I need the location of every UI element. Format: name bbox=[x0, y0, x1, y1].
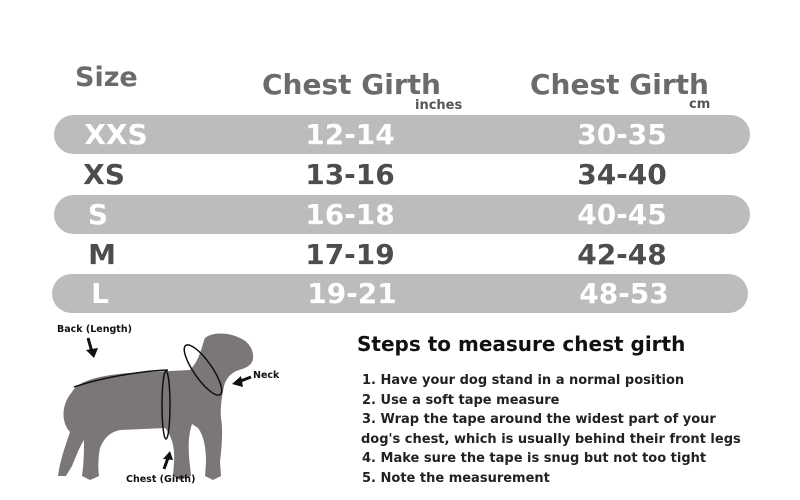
steps-title: Steps to measure chest girth bbox=[357, 332, 686, 356]
chest-girth-label: Chest (Girth) bbox=[126, 474, 196, 485]
size-cell: XXS bbox=[84, 118, 148, 151]
cm-cell: 34-40 bbox=[577, 158, 667, 191]
cm-unit-label: cm bbox=[689, 97, 711, 112]
size-cell: S bbox=[87, 198, 109, 231]
size-cell: XS bbox=[83, 158, 125, 191]
back-arrow-icon bbox=[86, 338, 98, 358]
inches-cell: 12-14 bbox=[305, 118, 395, 151]
step-item: 1. Have your dog stand in a normal position bbox=[362, 373, 685, 388]
inches-cell: 16-18 bbox=[305, 198, 395, 231]
step-item: 5. Note the measurement bbox=[362, 470, 550, 486]
size-cell: M bbox=[88, 238, 116, 271]
chest-arrow-icon bbox=[163, 451, 173, 469]
step-item: 4. Make sure the tape is snug but not too tight bbox=[362, 451, 707, 466]
inches-cell: 19-21 bbox=[307, 277, 397, 310]
step-item: 3. Wrap the tape around the widest part of your bbox=[362, 412, 716, 427]
size-cell: L bbox=[91, 277, 109, 310]
inches-cell: 17-19 bbox=[305, 238, 395, 271]
step-item: dog's chest, which is usually behind their front legs bbox=[361, 431, 741, 447]
neck-label: Neck bbox=[253, 370, 280, 381]
dog-silhouette-icon bbox=[58, 334, 253, 481]
cm-cell: 30-35 bbox=[577, 118, 667, 151]
cm-cell: 48-53 bbox=[579, 277, 669, 310]
back-length-label: Back (Length) bbox=[57, 324, 132, 335]
chest-girth-cm-header: Chest Girth bbox=[530, 68, 709, 101]
neck-arrow-icon bbox=[232, 376, 251, 387]
step-item: 2. Use a soft tape measure bbox=[362, 392, 560, 408]
size-header: Size bbox=[75, 62, 138, 93]
inches-unit-label: inches bbox=[415, 98, 463, 113]
inches-cell: 13-16 bbox=[305, 158, 395, 191]
cm-cell: 42-48 bbox=[577, 238, 667, 271]
chest-girth-inches-header: Chest Girth bbox=[262, 68, 441, 101]
steps-list bbox=[362, 371, 782, 488]
cm-cell: 40-45 bbox=[577, 198, 667, 231]
